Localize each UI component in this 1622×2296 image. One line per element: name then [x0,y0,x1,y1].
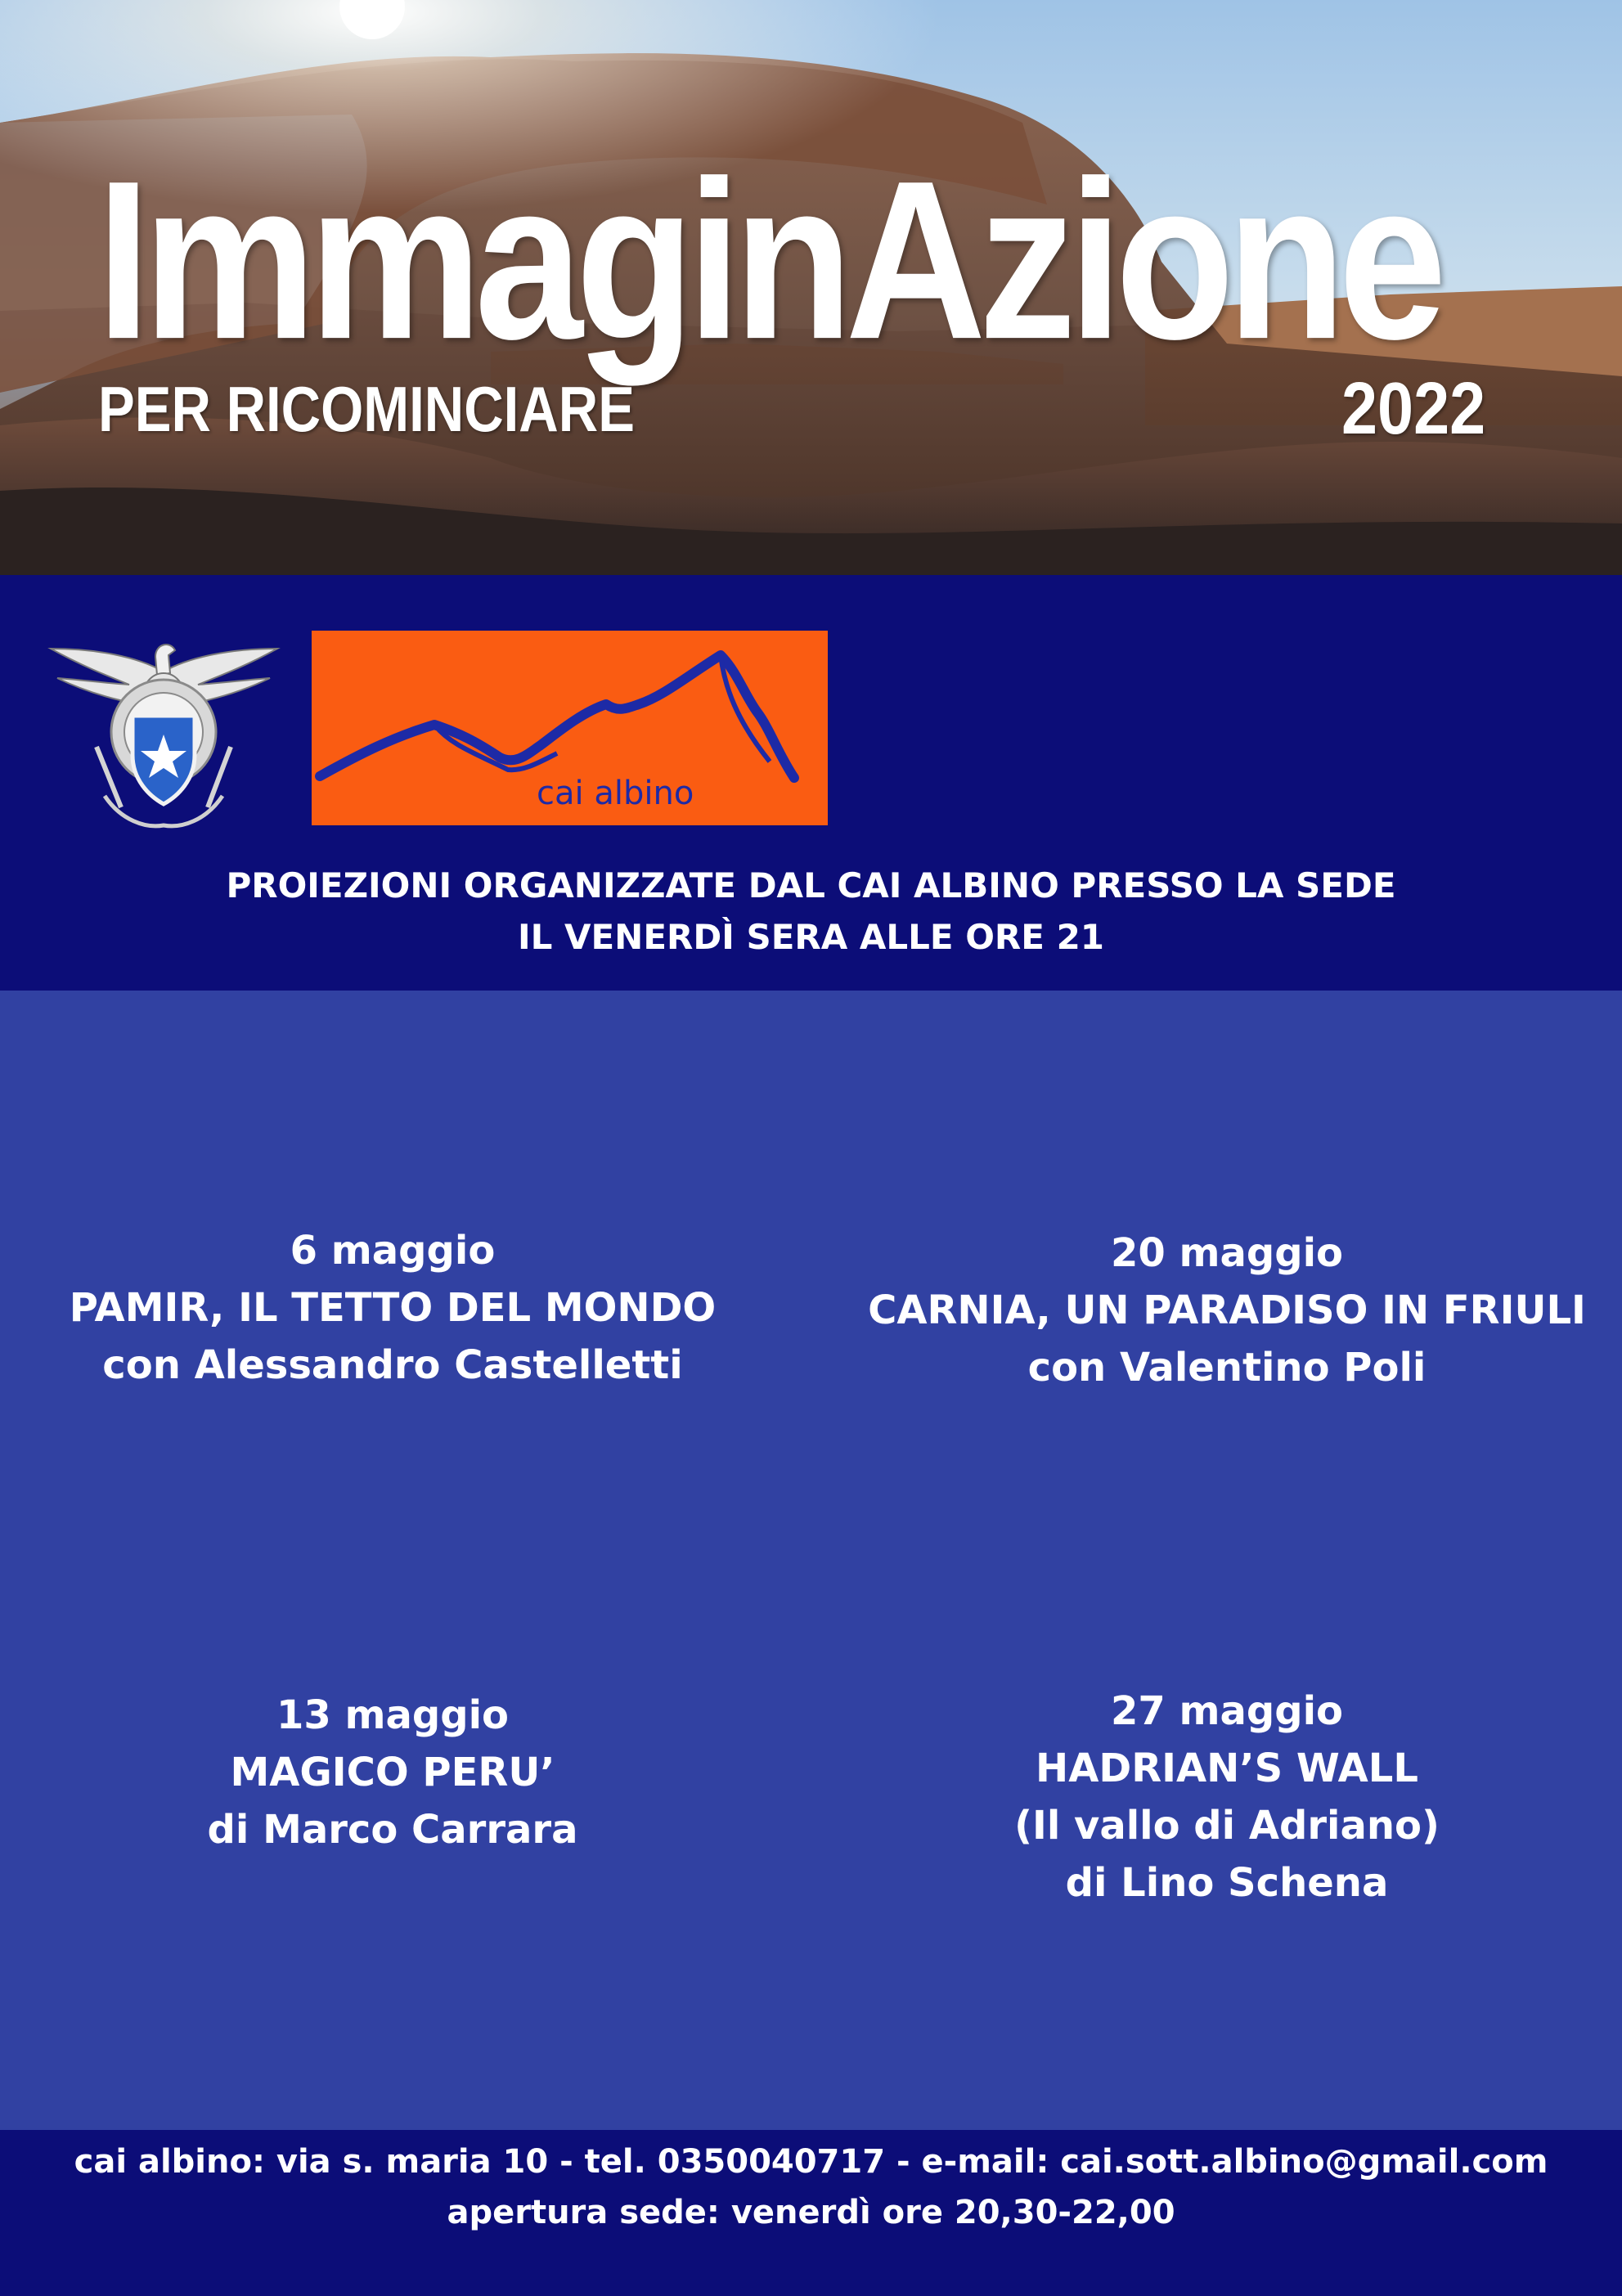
poster-subtitle: PER RICOMINCIARE [98,373,635,445]
event-4 [826,1683,1622,1912]
event-1 [0,1222,785,1394]
footer-hours: apertura sede: venerdì ore 20,30-22,00 [447,2194,1175,2231]
event-presenter: di Lino Schena [1065,1860,1389,1906]
event-presenter: di Marco Carrara [207,1807,578,1853]
organizer-band [0,575,1622,991]
footer-contact: cai albino: via s. maria 10 - tel. 0350040717 - e-mail: cai.sott.albino@gmail.com [74,2143,1548,2181]
event-title: HADRIAN’S WALL [1036,1746,1418,1791]
intro-line-1: PROIEZIONI ORGANIZZATE DAL CAI ALBINO PRESSO LA SEDE [226,865,1396,905]
event-date: 20 maggio [1110,1230,1344,1276]
event-date: 13 maggio [276,1692,510,1738]
event-title: CARNIA, UN PARADISO IN FRIULI [868,1287,1586,1333]
events-panel [0,991,1622,2130]
cai-albino-wordmark: cai albino [537,775,694,812]
footer-text [0,2136,1622,2238]
event-3 [0,1687,785,1858]
event-date: 6 maggio [290,1228,496,1274]
poster-year: 2022 [1341,368,1486,450]
cai-eagle-emblem [47,632,281,837]
event-date: 27 maggio [1110,1688,1344,1734]
event-2 [826,1224,1622,1396]
event-title: PAMIR, IL TETTO DEL MONDO [69,1285,717,1331]
poster-title: ImmaginAzione [97,134,1440,387]
hero-banner [0,0,1622,575]
event-title: MAGICO PERU’ [230,1750,555,1795]
footer [0,2130,1622,2296]
event-presenter: con Alessandro Castelletti [102,1342,683,1388]
event-presenter: con Valentino Poli [1027,1345,1427,1391]
intro-text [0,860,1622,963]
cai-albino-logo [312,631,828,825]
intro-line-2: IL VENERDÌ SERA ALLE ORE 21 [517,917,1105,957]
event-subtitle: (Il vallo di Adriano) [1014,1803,1440,1849]
